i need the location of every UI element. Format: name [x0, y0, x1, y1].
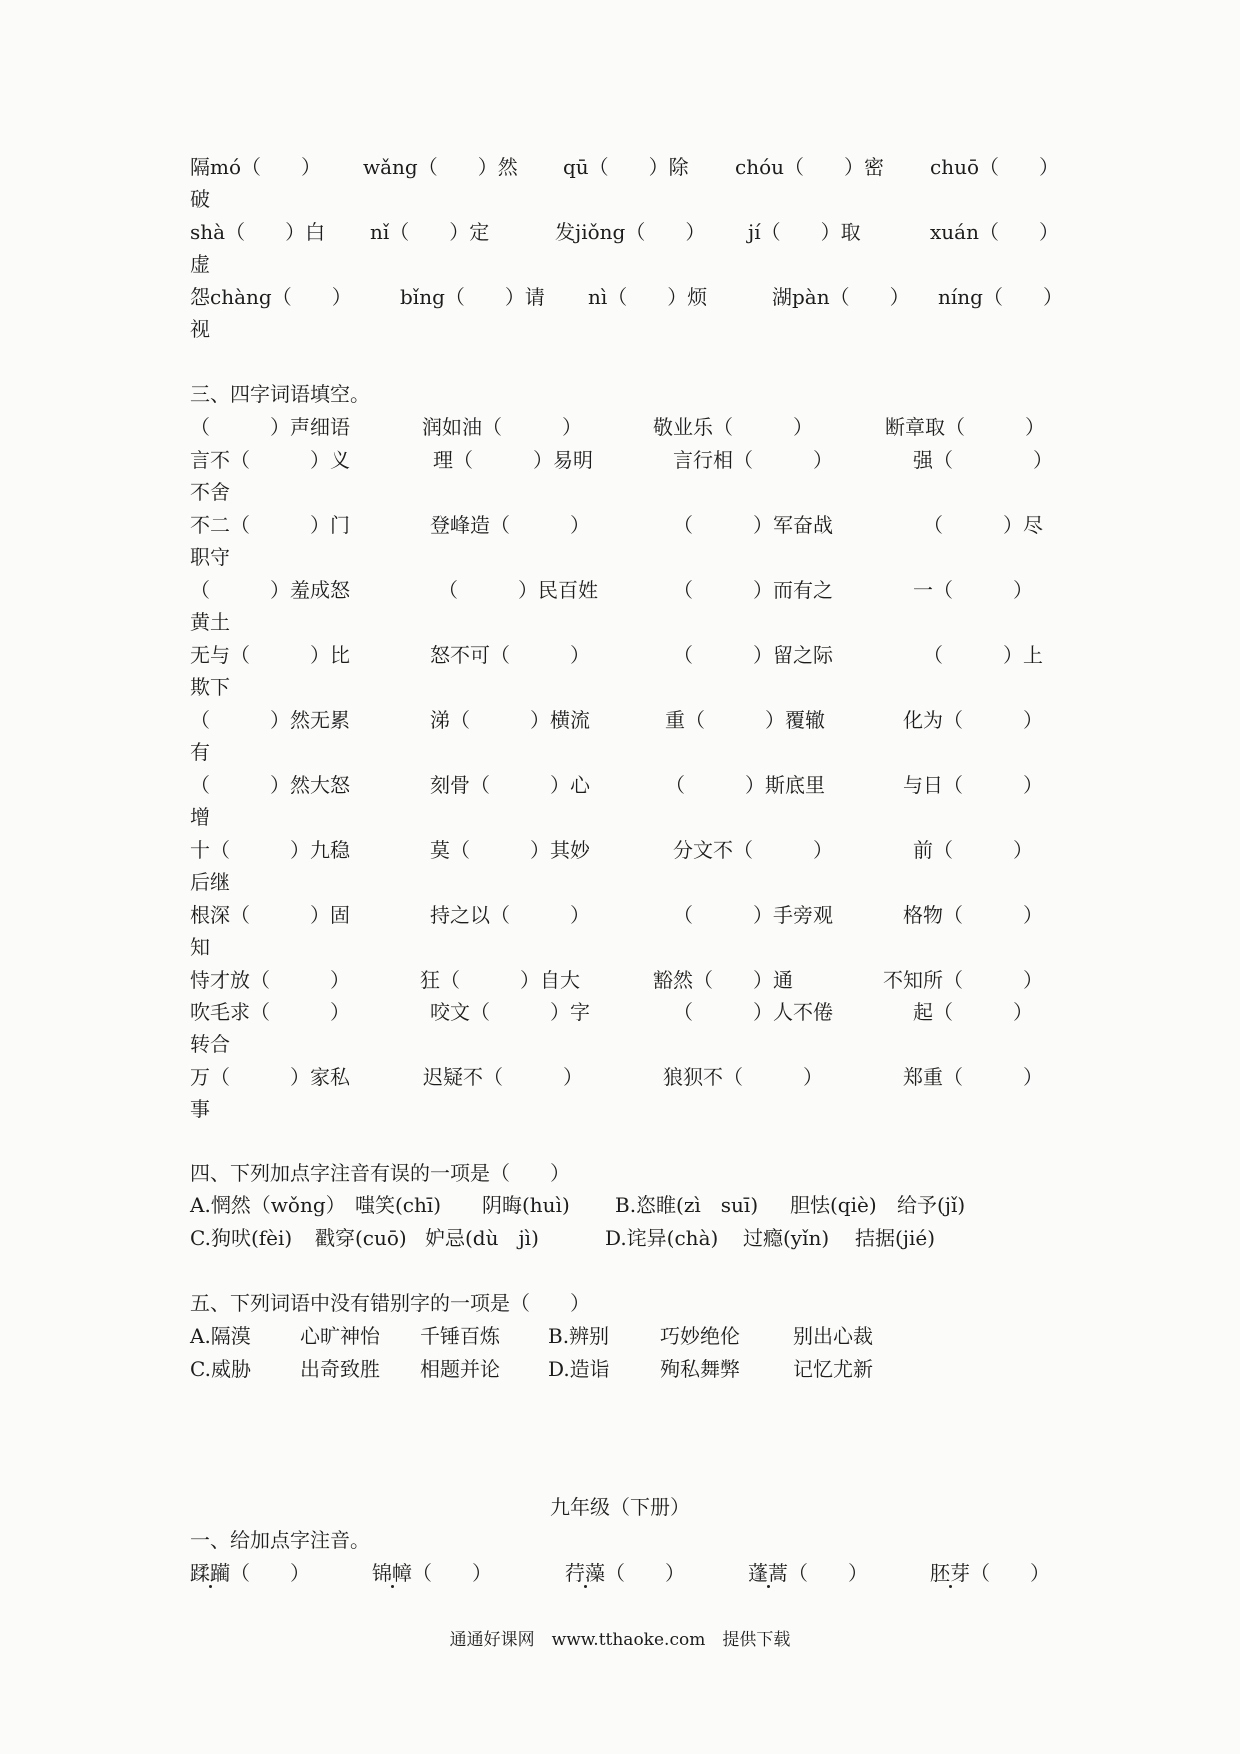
pinyin-item: 隔mó（ ）	[190, 155, 322, 179]
option-item: 阴晦(huì)	[482, 1193, 570, 1217]
idiom-item: 涕（ ）横流	[430, 708, 590, 732]
pinyin-item: xuán（ ）	[930, 220, 1059, 244]
pinyin-item: nǐ（ ）定	[370, 220, 490, 244]
answer-blank: （ ）	[970, 1561, 1050, 1585]
idiom-item: 言不（ ）义	[190, 448, 350, 472]
option-item: C.狗吠(fèi)	[190, 1226, 293, 1250]
pinyin-item: shà（ ）白	[190, 220, 326, 244]
idiom-row	[190, 1061, 1070, 1093]
pinyin-item: 发jiǒng（ ）	[555, 220, 706, 244]
option-item: B.恣睢(zì suī)	[615, 1193, 759, 1217]
idiom-item: （ ）然无累	[190, 708, 350, 732]
idiom-item: 莫（ ）其妙	[430, 838, 590, 862]
idiom-row	[190, 899, 1070, 931]
idiom-row	[190, 834, 1070, 866]
wrap-text: 转合	[190, 1032, 230, 1056]
idiom-row	[190, 769, 1070, 801]
idiom-item: （ ）军奋战	[673, 513, 833, 537]
idiom-item: （ ）手旁观	[673, 903, 833, 927]
idiom-item: 强（ ）	[913, 448, 1053, 472]
idiom-item: 前（ ）	[913, 838, 1033, 862]
annotate-item	[190, 1557, 310, 1589]
pinyin-item: chuō（ ）	[930, 155, 1060, 179]
grade9-section1-title: 一、给加点字注音。	[190, 1528, 370, 1552]
idiom-item: （ ）羞成怒	[190, 578, 350, 602]
idiom-item: 言行相（ ）	[673, 448, 833, 472]
annotate-item	[930, 1557, 1050, 1589]
wrap-text: 黄土	[190, 610, 230, 634]
option-item: B.辨别	[548, 1324, 610, 1348]
answer-blank: （ ）	[788, 1561, 868, 1585]
idiom-item: 敬业乐（ ）	[653, 415, 813, 439]
pinyin-item: wǎng（ ）然	[363, 155, 518, 179]
wrap-text: 增	[190, 805, 210, 829]
idiom-item: 怒不可（ ）	[430, 643, 590, 667]
option-item: A.惘然（wǒng）	[190, 1193, 346, 1217]
option-row	[190, 1320, 1070, 1352]
idiom-item: 郑重（ ）	[903, 1065, 1043, 1089]
option-item: 过瘾(yǐn)	[743, 1226, 830, 1250]
idiom-row	[190, 509, 1070, 541]
option-item: 巧妙绝伦	[660, 1324, 740, 1348]
idiom-item: 理（ ）易明	[433, 448, 593, 472]
pinyin-item: 湖pàn（ ）	[772, 285, 910, 309]
idiom-item: 与日（ ）	[903, 773, 1043, 797]
option-item: 拮据(jié)	[855, 1226, 936, 1250]
option-item: D.诧异(chà)	[605, 1226, 719, 1250]
idiom-item: 润如油（ ）	[422, 415, 582, 439]
option-item: 相题并论	[420, 1357, 500, 1381]
pinyin-item: qū（ ）除	[563, 155, 689, 179]
idiom-item: （ ）声细语	[190, 415, 350, 439]
idiom-item: 不知所（ ）	[883, 968, 1043, 992]
option-item: 心旷神怡	[300, 1324, 380, 1348]
idiom-item: 十（ ）九稳	[190, 838, 350, 862]
answer-blank: （ ）	[230, 1561, 310, 1585]
option-item: 胆怯(qiè)	[790, 1193, 877, 1217]
wrap-text: 视	[190, 317, 210, 341]
option-item: 殉私舞弊	[660, 1357, 740, 1381]
idiom-row	[190, 996, 1070, 1028]
idiom-row	[190, 411, 1070, 443]
option-item: 出奇致胜	[300, 1357, 380, 1381]
pinyin-item: 怨chàng（ ）	[190, 285, 352, 309]
idiom-item: （ ）民百姓	[438, 578, 598, 602]
idiom-item: 分文不（ ）	[673, 838, 833, 862]
wrap-text: 事	[190, 1097, 210, 1121]
idiom-item: 一（ ）	[913, 578, 1033, 602]
idiom-row	[190, 444, 1070, 476]
option-item: 千锤百炼	[420, 1324, 500, 1348]
idiom-item: 狼狈不（ ）	[663, 1065, 823, 1089]
section2-row-3	[190, 281, 1070, 313]
section2-row-2	[190, 216, 1070, 248]
annotate-item	[372, 1557, 492, 1589]
pinyin-item: níng（ ）	[938, 285, 1063, 309]
idiom-item: （ ）人不倦	[673, 1000, 833, 1024]
idiom-item: 格物（ ）	[903, 903, 1043, 927]
idiom-item: 吹毛求（ ）	[190, 1000, 350, 1024]
dotted-word: 锦幛	[372, 1561, 412, 1585]
idiom-item: 狂（ ）自大	[420, 968, 580, 992]
idiom-item: 无与（ ）比	[190, 643, 350, 667]
idiom-item: 迟疑不（ ）	[423, 1065, 583, 1089]
idiom-item: 恃才放（ ）	[190, 968, 350, 992]
idiom-item: （ ）斯底里	[665, 773, 825, 797]
idiom-item: 根深（ ）固	[190, 903, 350, 927]
idiom-item: （ ）而有之	[673, 578, 833, 602]
option-item: 给予(jǐ)	[897, 1193, 966, 1217]
idiom-item: 重（ ）覆辙	[665, 708, 825, 732]
annotate-row	[190, 1557, 1070, 1589]
idiom-item: 持之以（ ）	[430, 903, 590, 927]
option-item: 嗤笑(chī)	[355, 1193, 442, 1217]
pinyin-item: chóu（ ）密	[735, 155, 885, 179]
dotted-word: 胚芽	[930, 1561, 970, 1585]
idiom-item: （ ）然大怒	[190, 773, 350, 797]
dotted-word: 荇藻	[565, 1561, 605, 1585]
idiom-row	[190, 964, 1070, 996]
section4-title: 四、下列加点字注音有误的一项是（ ）	[190, 1161, 570, 1185]
idiom-item: 万（ ）家私	[190, 1065, 350, 1089]
option-item: 妒忌(dù jì)	[425, 1226, 539, 1250]
answer-blank: （ ）	[605, 1561, 685, 1585]
annotate-item	[748, 1557, 868, 1589]
wrap-text: 虚	[190, 252, 210, 276]
wrap-text: 职守	[190, 545, 230, 569]
idiom-item: 豁然（ ）通	[653, 968, 793, 992]
option-item: A.隔漠	[190, 1324, 251, 1348]
idiom-item: （ ）上	[923, 643, 1043, 667]
answer-blank: （ ）	[412, 1561, 492, 1585]
idiom-item: （ ）留之际	[673, 643, 833, 667]
idiom-row	[190, 704, 1070, 736]
option-item: 别出心裁	[793, 1324, 873, 1348]
wrap-text: 破	[190, 187, 210, 211]
option-item: 记忆尤新	[793, 1357, 873, 1381]
pinyin-item: jí（ ）取	[748, 220, 861, 244]
grade9-title: 九年级（下册）	[550, 1495, 690, 1519]
idiom-row	[190, 574, 1070, 606]
option-item: 戳穿(cuō)	[315, 1226, 407, 1250]
section2-row-1	[190, 151, 1070, 183]
section3-title: 三、四字词语填空。	[190, 382, 370, 406]
idiom-item: 刻骨（ ）心	[430, 773, 590, 797]
dotted-word: 蹂躏	[190, 1561, 230, 1585]
option-row	[190, 1189, 1070, 1221]
wrap-text: 欺下	[190, 675, 230, 699]
dotted-word: 蓬蒿	[748, 1561, 788, 1585]
idiom-item: 不二（ ）门	[190, 513, 350, 537]
option-row	[190, 1222, 1070, 1254]
idiom-item: 化为（ ）	[903, 708, 1043, 732]
idiom-item: 起（ ）	[913, 1000, 1033, 1024]
idiom-row	[190, 639, 1070, 671]
wrap-text: 有	[190, 740, 210, 764]
idiom-item: 断章取（ ）	[885, 415, 1045, 439]
page-footer: 通通好课网 www.tthaoke.com 提供下载	[449, 1630, 791, 1650]
pinyin-item: nì（ ）烦	[588, 285, 708, 309]
option-item: D.造诣	[548, 1357, 610, 1381]
wrap-text: 后继	[190, 870, 230, 894]
option-row	[190, 1353, 1070, 1385]
option-item: C.威胁	[190, 1357, 251, 1381]
wrap-text: 不舍	[190, 480, 230, 504]
idiom-item: 咬文（ ）字	[430, 1000, 590, 1024]
pinyin-item: bǐng（ ）请	[400, 285, 545, 309]
idiom-item: （ ）尽	[923, 513, 1043, 537]
wrap-text: 知	[190, 935, 210, 959]
section5-title: 五、下列词语中没有错别字的一项是（ ）	[190, 1291, 590, 1315]
annotate-item	[565, 1557, 685, 1589]
idiom-item: 登峰造（ ）	[430, 513, 590, 537]
